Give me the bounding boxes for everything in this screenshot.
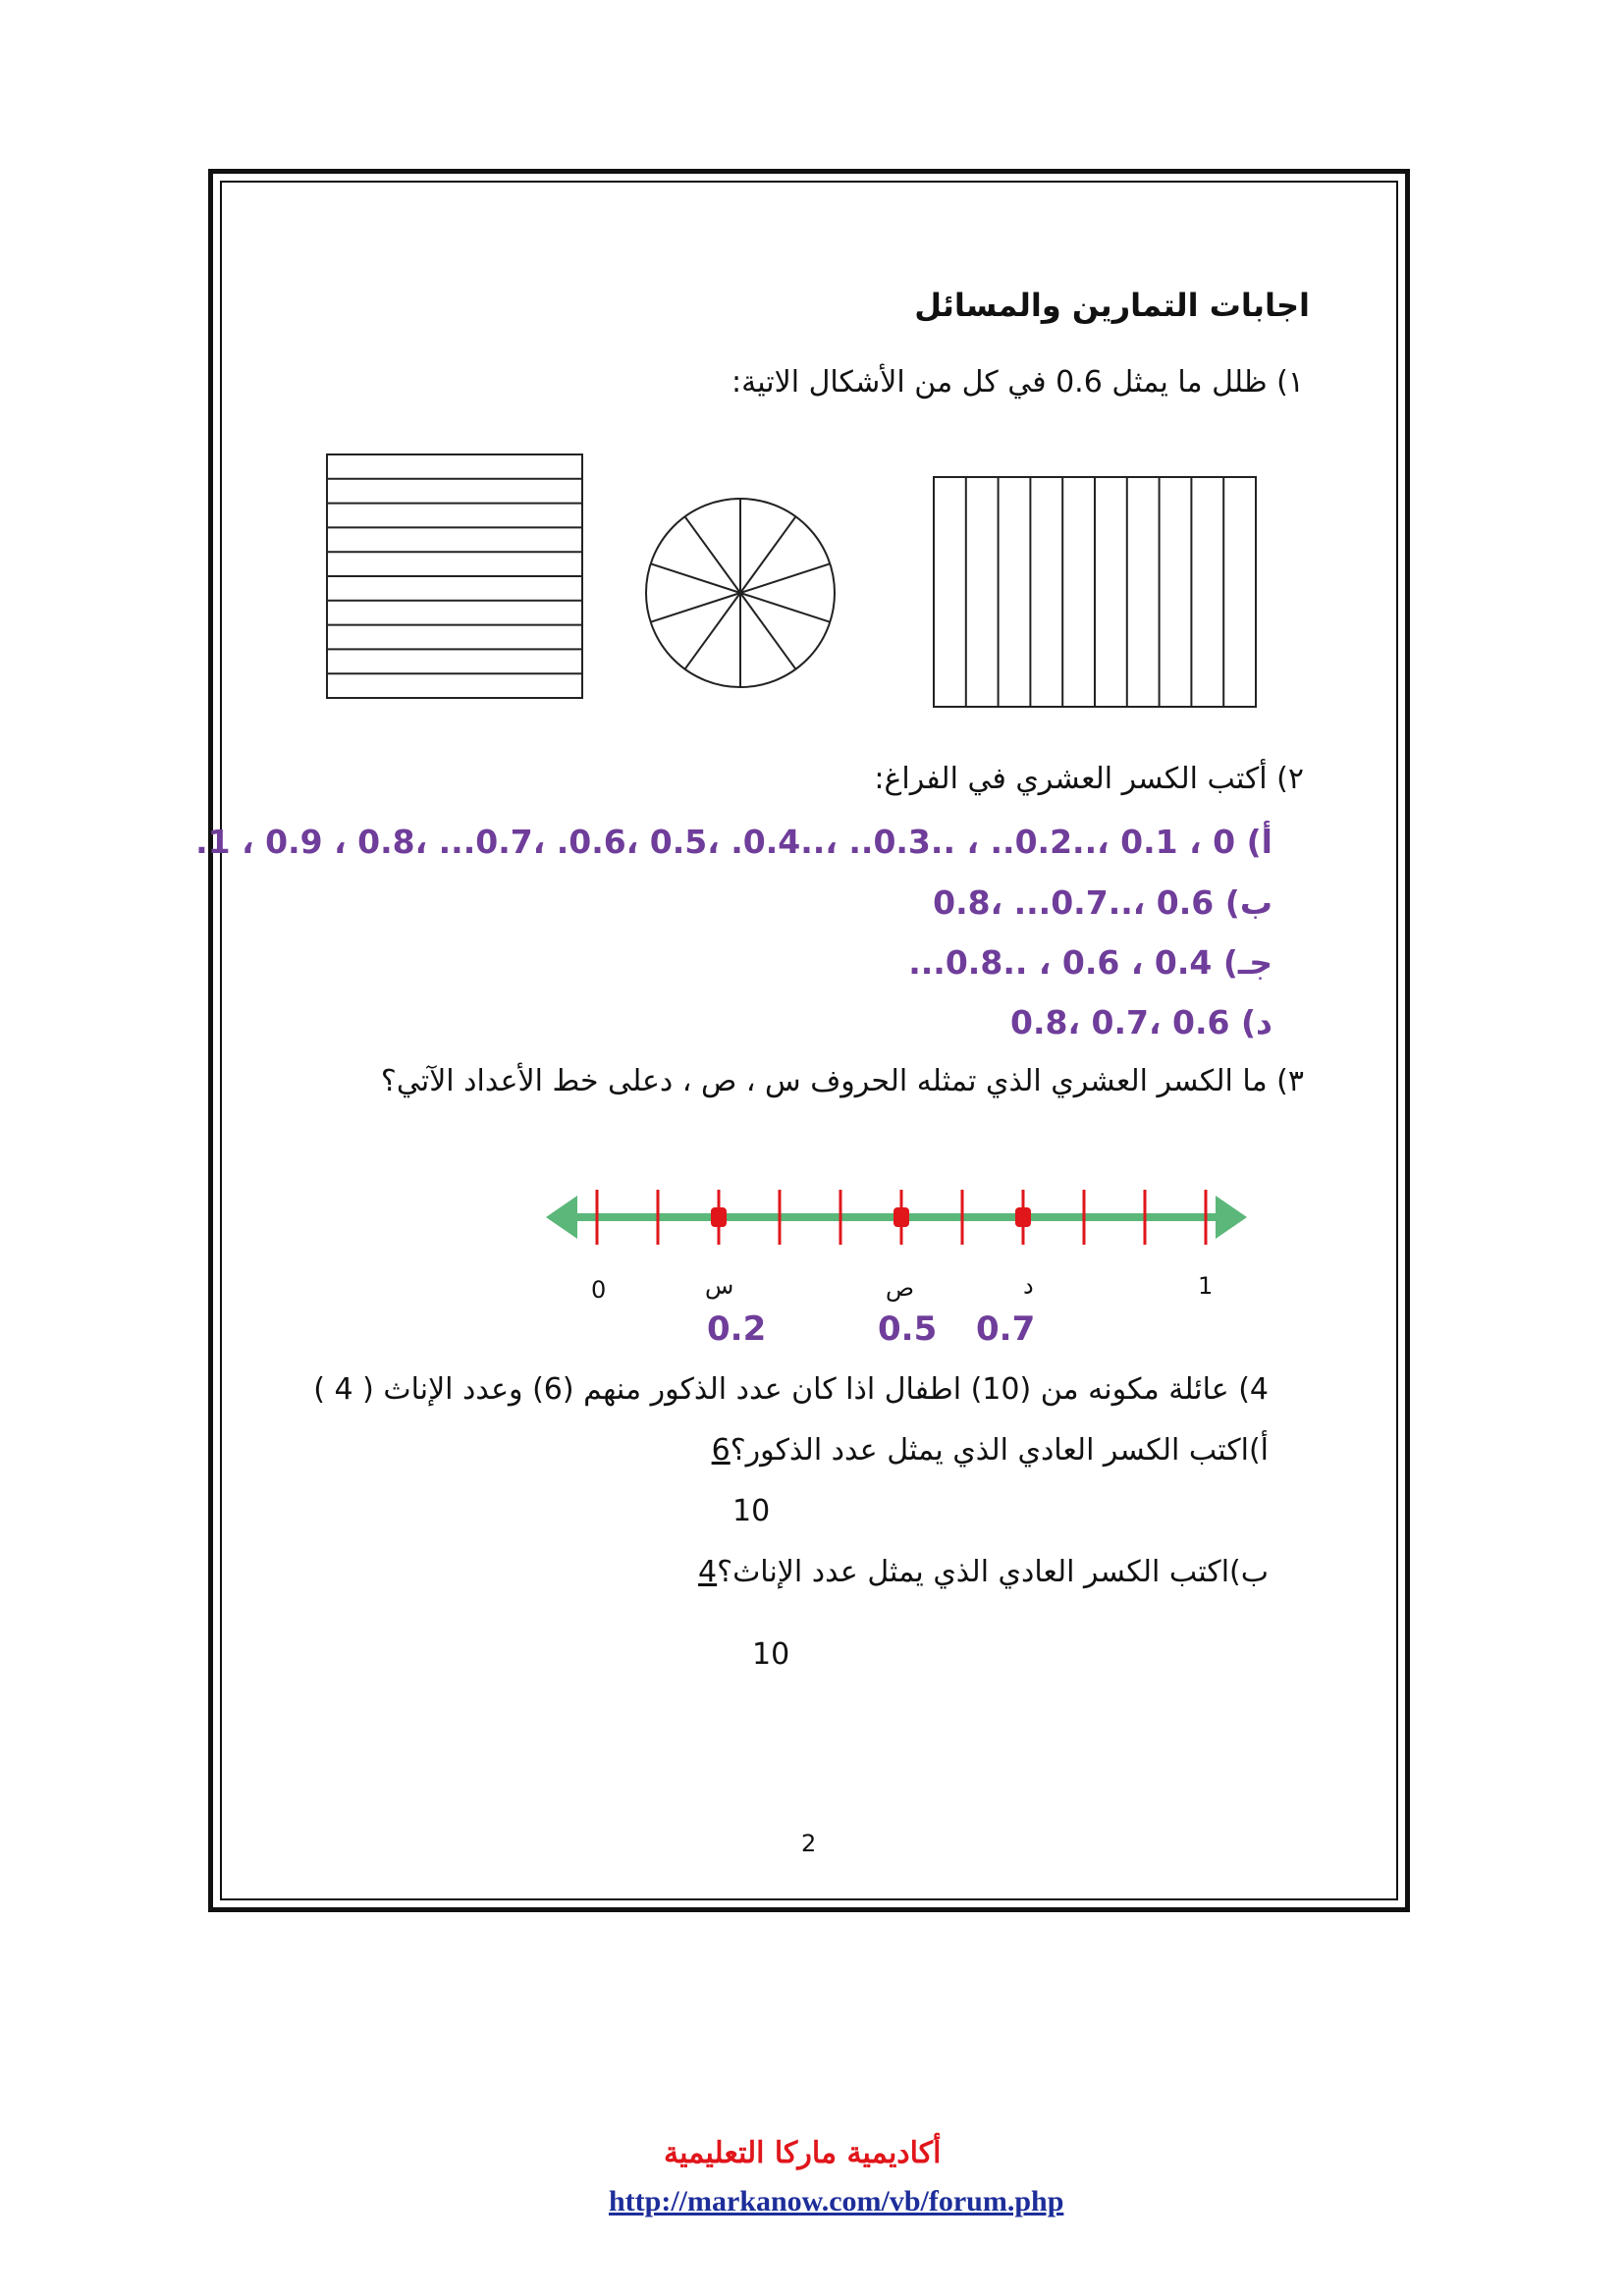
sector-divider xyxy=(651,563,740,593)
question-1: ١) ظلل ما يمثل 0.6 في كل من الأشكال الاتية: xyxy=(731,365,1304,400)
question-3: ٣) ما الكسر العشري الذي تمثله الحروف س ، ص ، دعلى خط الأعداد الآتي؟ xyxy=(380,1064,1304,1098)
sector-divider xyxy=(740,593,830,622)
vertical-strips-shape xyxy=(933,476,1257,708)
footer-forum-link[interactable]: http://markanow.com/vb/forum.php xyxy=(609,2185,1064,2217)
q4-part-a xyxy=(712,1433,1269,1468)
question-4: 4) عائلة مكونه من (10) اطفال اذا كان عدد الذكور منهم (6) وعدد الإناث ( 4 ) xyxy=(313,1372,1269,1407)
number-line xyxy=(538,1178,1255,1256)
sector-divider xyxy=(651,593,740,622)
q2-answer-d: د) 0.6 ،0.7 ،0.8 xyxy=(1010,1003,1272,1041)
q4-a-text: أ)اكتب الكسر العادي الذي يمثل عدد الذكور؟ xyxy=(730,1433,1269,1468)
letter-dal: د xyxy=(1023,1272,1034,1300)
q2-answer-b: ب) 0.6 ،..0.7... ،0.8 xyxy=(933,883,1272,922)
answer-dal: 0.7 xyxy=(976,1309,1036,1349)
sector-divider xyxy=(740,593,795,669)
answer-sad: 0.5 xyxy=(878,1309,938,1349)
answer-seen: 0.2 xyxy=(707,1309,767,1349)
letter-sad: ص xyxy=(886,1274,915,1302)
sector-divider xyxy=(740,516,795,593)
sector-divider xyxy=(740,563,830,593)
q4-b-text: ب)اكتب الكسر العادي الذي يمثل عدد الإناث؟ xyxy=(717,1555,1269,1589)
q4-part-b xyxy=(698,1555,1269,1589)
number-line-zero-label: 0 xyxy=(591,1276,607,1304)
q4-a-numerator: 6 xyxy=(711,1433,731,1468)
number-line-point xyxy=(1015,1207,1031,1227)
q4-b-denominator: 10 xyxy=(752,1637,790,1672)
number-line-point xyxy=(893,1207,909,1227)
footer-academy-name: أكاديمية ماركا التعليمية xyxy=(664,2136,942,2170)
q2-answer-c: جـ) 0.4 ، 0.6 ، ..0.8... xyxy=(908,943,1272,982)
letter-seen: س xyxy=(705,1272,734,1300)
q2-answer-a: أ) 0 ، 0.1 ،..0.2.. ، ..0.3.. ،..0.4. ،0.5 ،0.6. ،0.7... ،0.8 ، 0.9 ، 1. xyxy=(195,823,1272,861)
sector-divider xyxy=(685,593,740,669)
circle-divided-shape xyxy=(644,497,837,689)
page-number: 2 xyxy=(801,1830,817,1857)
q4-b-numerator: 4 xyxy=(698,1555,718,1589)
number-line-point xyxy=(711,1207,727,1227)
sector-divider xyxy=(685,516,740,593)
horizontal-strips-shape xyxy=(326,454,583,699)
number-line-one-label: 1 xyxy=(1198,1272,1214,1300)
q4-a-denominator: 10 xyxy=(732,1494,771,1528)
question-2: ٢) أكتب الكسر العشري في الفراغ: xyxy=(874,762,1304,796)
page-heading: اجابات التمارين والمسائل xyxy=(914,287,1310,324)
